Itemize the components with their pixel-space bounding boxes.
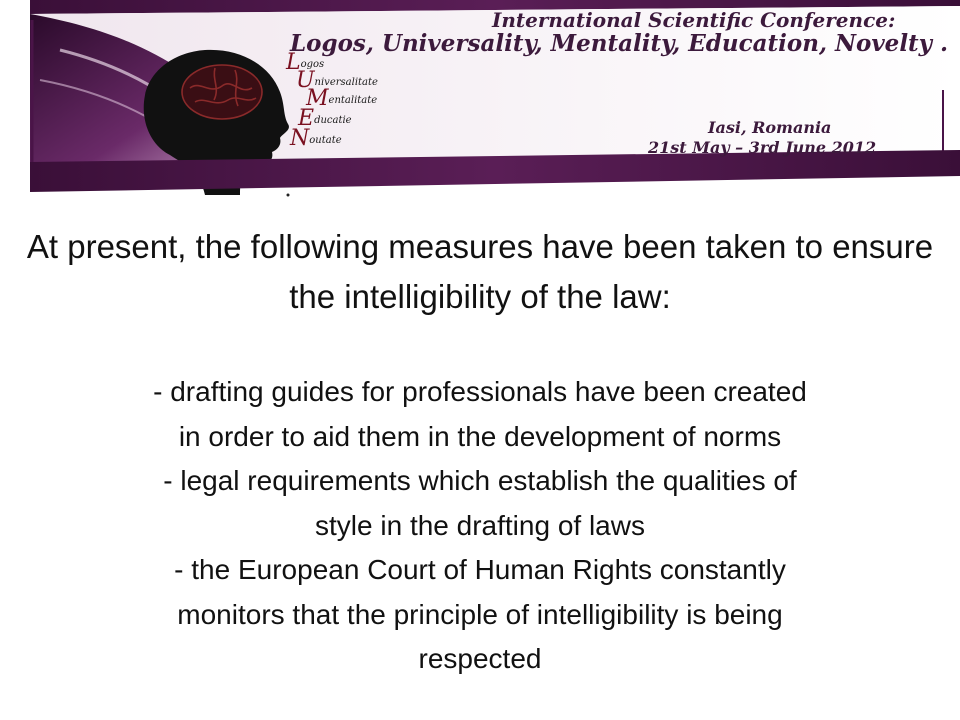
brain-icon	[182, 65, 262, 119]
conference-title: International Scientific Conference:	[492, 8, 896, 32]
conference-banner	[0, 0, 960, 200]
body-line: in order to aid them in the development of norms	[178, 420, 782, 452]
body-line: style in the drafting of laws	[315, 509, 645, 541]
slide-title: At present, the following measures have been taken to ensure the intelligibility of the law:	[26, 228, 934, 315]
body-line: - legal requirements which establish the qualities of	[163, 465, 797, 496]
acronym-line: Logos	[286, 50, 325, 75]
body-line: respected	[418, 643, 542, 674]
slide-body	[30, 370, 930, 682]
acronym-line: Mentalitate	[306, 86, 378, 111]
body-line: monitors that the principle of intelligibility is being	[177, 598, 783, 630]
body-line: - drafting guides for professionals have been created	[153, 376, 807, 407]
acronym-line: Educatie	[298, 106, 352, 131]
conference-subtitle: Logos, Universality, Mentality, Education, Novelty .	[290, 30, 949, 57]
conference-location: Iasi, Romania	[708, 118, 832, 137]
acronym-line: Noutate	[290, 126, 342, 151]
acronym-line: Universalitate	[296, 68, 378, 93]
conference-dates: 21st May – 3rd June 2012	[648, 138, 877, 157]
body-line: - the European Court of Human Rights constantly	[174, 554, 786, 585]
